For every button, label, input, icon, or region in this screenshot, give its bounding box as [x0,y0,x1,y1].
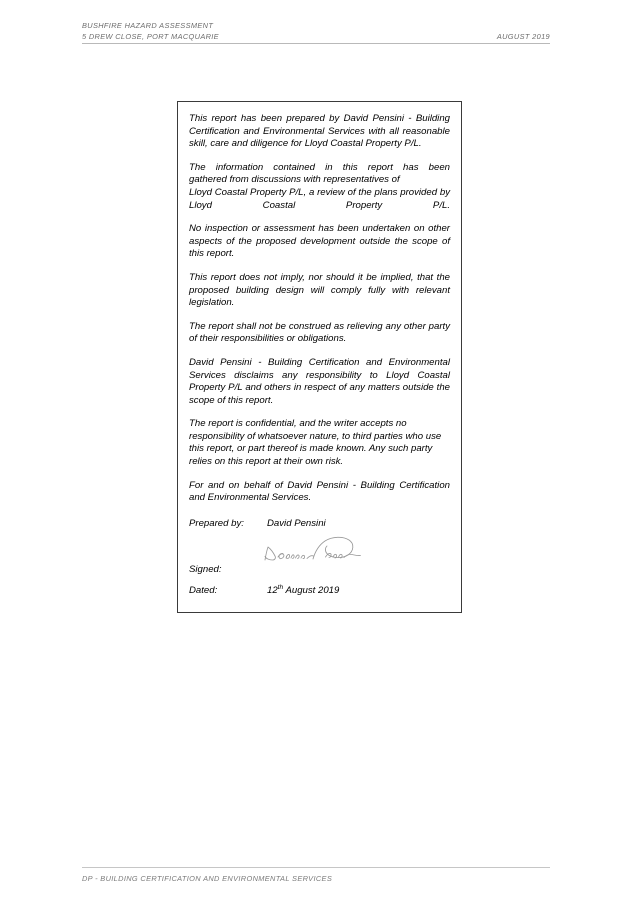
prepared-by-label: Prepared by: [189,517,244,529]
signed-label: Signed: [189,563,222,575]
header-site-address: 5 DREW CLOSE, PORT MACQUARIE [82,32,219,41]
dated-day: 12 [267,585,278,597]
header-report-date: AUGUST 2019 [496,32,550,41]
disclaimer-box [177,101,462,613]
dated-row [189,585,450,598]
paragraph-line-3: Lloyd Coastal Property P/L, a review of the plans provided by Lloyd Coastal Property P/L. [189,186,450,211]
signature-area [189,530,450,576]
prepared-by-value: David Pensini [267,517,326,529]
paragraph-on-behalf-statement: For and on behalf of David Pensini - Building Certification and Environmental Services. [189,479,450,504]
paragraph-information-source-statement [189,162,450,212]
signature-block [189,518,450,598]
paragraph-no-inspection-statement: No inspection or assessment has been undertaken on other aspects of the proposed development outside the scope of this report. [189,223,450,260]
header-report-title: BUSHFIRE HAZARD ASSESSMENT [82,21,214,30]
page-footer [82,867,550,883]
paragraph-line-1: The information contained in this report has been [189,161,450,173]
page-header [82,20,550,44]
handwritten-signature-icon [261,532,371,572]
paragraph-prepared-by-statement: This report has been prepared by David Pensini - Building Certification and Environmental Services with all reasonable skill, care and diligence for Lloyd Coastal Property P/L. [189,113,450,150]
dated-label: Dated: [189,585,218,597]
paragraph-confidentiality-statement: The report is confidential, and the writer accepts no responsibility of whatsoever nature, to third parties who use this report, or part thereof is made known. Any such party relies on this report at their own risk. [189,418,442,468]
paragraph-responsibilities-statement: The report shall not be construed as relieving any other party of their responsibilities or obligations. [189,320,450,345]
dated-day-suffix: th [277,584,284,592]
signed-row [189,564,267,577]
paragraph-no-implied-compliance-statement: This report does not imply, nor should it be implied, that the proposed building design will comply fully with relevant legislation. [189,271,450,309]
prepared-by-row [189,518,450,531]
footer-company-name: DP - BUILDING CERTIFICATION AND ENVIRONMENTAL SERVICES [82,874,333,883]
dated-value [267,585,450,598]
header-address-row [82,31,550,44]
paragraph-disclaimer-statement: David Pensini - Building Certification and Environmental Services disclaims any responsibility to Lloyd Coastal Property P/L and others in respect of any matters outside the scope of this report. [189,356,450,406]
paragraph-line-2: gathered from discussions with representatives of [189,174,400,186]
dated-month-year: August 2019 [283,585,340,597]
